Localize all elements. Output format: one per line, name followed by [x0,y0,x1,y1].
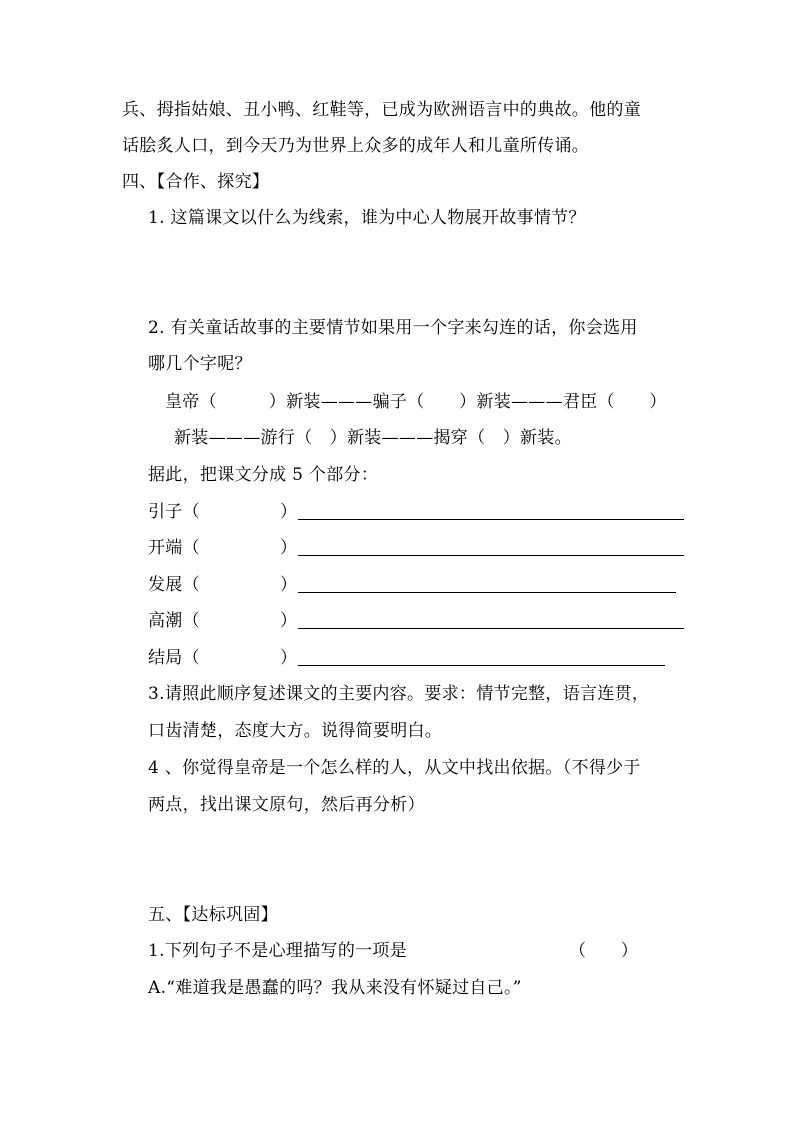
question-1: 1. 这篇课文以什么为线索，谁为中心人物展开故事情节？ [148,208,586,228]
part-label-ending: 结局（ [148,648,200,668]
question-2-line-2: 哪几个字呢？ [148,354,252,374]
section-4-heading: 四、【合作、探究】 [122,172,270,192]
option-a: A.“难道我是愚蠢的吗？我从来没有怀疑过自己。” [148,978,522,998]
section-5-heading: 五、【达标巩固】 [148,905,278,925]
part-label-development: 发展（ [148,575,200,595]
part-label-opening: 开端（ [148,538,200,558]
answer-line-ending[interactable] [298,665,665,666]
answer-line-opening[interactable] [298,555,684,556]
part-close-intro: ） [280,502,298,522]
question-4-line-2: 两点，找出课文原句，然后再分析） [148,795,425,815]
part-close-ending: ） [280,648,298,668]
question-2-line-1: 2. 有关童话故事的主要情节如果用一个字来勾连的话，你会选用 [148,318,638,338]
part-close-development: ） [280,575,298,595]
intro-line-2: 话脍炙人口，到今天乃为世界上众多的成年人和儿童所传诵。 [122,136,590,156]
answer-line-intro[interactable] [298,519,684,520]
part-label-intro: 引子（ [148,502,200,522]
part-close-climax: ） [280,611,298,631]
question-4-line-1: 4 、你觉得皇帝是一个怎么样的人，从文中找出依据。（不得少于 [148,758,641,778]
section-5-question-1: 1.下列句子不是心理描写的一项是 [148,941,408,961]
question-3-line-2: 口齿清楚，态度大方。说得简要明白。 [148,721,443,741]
answer-line-development[interactable] [298,592,676,593]
part-label-climax: 高潮（ [148,611,200,631]
question-3-line-1: 3.请照此顺序复述课文的主要内容。要求：情节完整，语言连贯， [148,684,650,704]
answer-line-climax[interactable] [298,628,684,629]
fill-line-1: 皇帝（ ）新装———骗子（ ）新装———君臣（ ） [165,392,667,412]
part-close-opening: ） [280,538,298,558]
intro-line-1: 兵、拇指姑娘、丑小鸭、红鞋等，已成为欧洲语言中的典故。他的童 [122,100,641,120]
split-instruction: 据此，把课文分成 5 个部分： [148,465,379,485]
section-5-question-1-answer-paren[interactable]: （ ） [569,941,639,961]
fill-line-2: 新装———游行（ ）新装———揭穿（ ）新装。 [174,428,572,448]
